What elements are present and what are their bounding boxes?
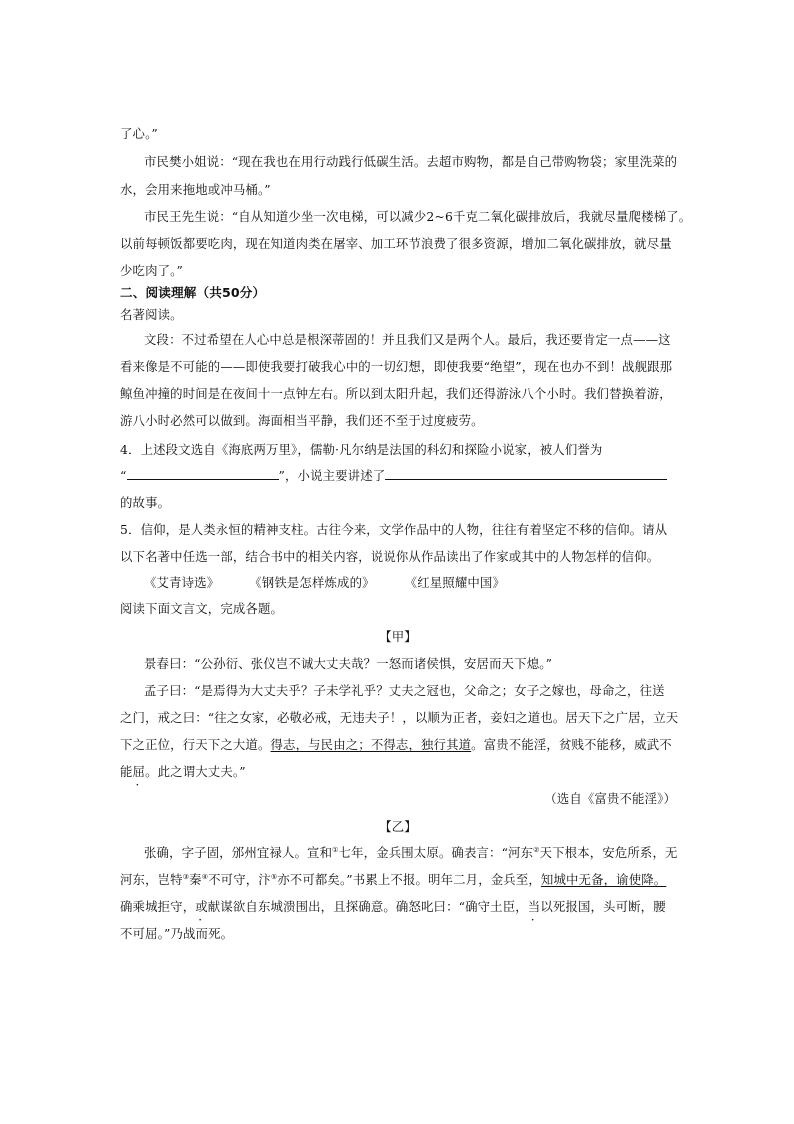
section-heading: 二、阅读理解（共50分） — [120, 285, 266, 300]
dotted-word: 屈。此之谓大丈夫。” · — [133, 764, 246, 779]
text-segment: 下之正位，行天下之大道。 — [120, 737, 271, 752]
text-line: 的故事。 — [120, 495, 171, 510]
text-segment: 七年，金兵围太原。确表言：“河东 — [338, 845, 534, 860]
text-segment: 张确，字子固，邠州宜禄人。宣和 — [144, 845, 333, 860]
text-segment: 确乘城拒守， — [120, 899, 196, 914]
question-5: 5．信仰，是人类永恒的精神支柱。古往今来，文学作品中的人物，往往有着坚定不移的信仰。请从 — [120, 522, 668, 537]
footnote-marker: ② — [533, 845, 540, 854]
book-option: 《红星照耀中国》 — [404, 575, 505, 590]
text-line: 不可屈。”乃战而死。 — [120, 926, 234, 941]
text-segment: 亦不可都矣。”书累上不报。明年二月，金兵至， — [277, 872, 541, 887]
text-line: 孟子曰：“是焉得为大丈夫乎？子未学礼乎？丈夫之冠也，父命之；女子之嫁也，母命之，往送 — [144, 683, 665, 698]
quote-open: “ — [120, 468, 127, 483]
dotted-word: 当 — [527, 899, 541, 914]
passage-label-jia: 【甲】 — [379, 629, 417, 644]
source-citation: （选自《富贵不能淫》） — [544, 791, 676, 806]
underlined-phrase: 得志，与民由之；不得志，独行其道 — [270, 737, 472, 752]
text-line — [120, 870, 676, 890]
text-segment: 。富贵不能淫，贫贱不能移，威武不 — [471, 737, 672, 752]
book-option: 《钢铁是怎样炼成的》 — [249, 575, 375, 590]
text-line: 看来像是不可能的——即使我要打破我心中的一切幻想，即使我要“绝望”，现在也办不到！战舰跟那 — [120, 359, 673, 374]
text-line: 以下名著中任选一部，结合书中的相关内容，说说你从作品读出了作家或其中的人物怎样的信仰。 — [120, 549, 660, 564]
footnote-marker: ③ — [182, 872, 190, 881]
blank-connector: ”，小说主要讲述了 — [278, 468, 386, 483]
text-line: 市民王先生说：“自从知道少坐一次电梯，可以减少2~6千克二氧化碳排放后，我就尽量爬楼梯了。 — [144, 209, 692, 224]
footnote-marker: ① — [332, 845, 339, 854]
text-line — [120, 897, 676, 917]
text-line: 鲸鱼冲撞的时间是在夜间十一点钟左右。所以到太阳升起，我们还得游泳八个小时。我们替换着游， — [120, 386, 672, 401]
text-line: 名著阅读。 — [120, 307, 183, 322]
text-line: 之门，戒之曰：“往之女家，必敬必戒，无违夫子！，以顺为正者，妾妇之道也。居天下之广居，立天 — [120, 710, 679, 725]
text-line: 市民樊小姐说：“现在我也在用行动践行低碳生活。去超市购物，都是自己带购物袋；家里洗菜的 — [144, 154, 678, 169]
text-line — [120, 735, 676, 755]
text-line: 游八小时必然可以做到。海面相当平静，我们还不至于过度疲劳。 — [120, 413, 484, 428]
text-segment: 不可守，汴 — [208, 872, 271, 887]
text-segment: 能 — [120, 764, 133, 779]
answer-blank-1[interactable] — [127, 466, 279, 480]
text-segment: 以死报国，头可断，腰 — [540, 899, 666, 914]
text-line: 水，会用来拖地或冲马桶。” — [120, 182, 271, 197]
text-segment: 秦 — [189, 872, 202, 887]
book-option: 《艾青诗选》 — [144, 575, 220, 590]
text-line: 了心。” — [120, 126, 158, 141]
text-line — [120, 762, 676, 782]
text-segment: 天下根本，安危所系，无 — [539, 845, 678, 860]
passage-label-yi: 【乙】 — [379, 819, 417, 834]
footnote-marker: ④ — [201, 872, 209, 881]
question-4: 4．上述段文选自《海底两万里》，儒勒·凡尔纳是法国的科幻和探险小说家，被人们誉为 — [120, 442, 603, 457]
text-line: 阅读下面文言文，完成各题。 — [120, 601, 284, 616]
text-line: 文段：不过希望在人心中总是根深蒂固的！并且我们又是两个人。最后，我还要肯定一点——这 — [144, 332, 671, 347]
question-4-blanks — [120, 466, 676, 486]
text-line: 少吃肉了。” — [120, 263, 183, 278]
answer-blank-2[interactable] — [385, 466, 667, 480]
book-options — [144, 573, 676, 593]
text-line: 景春曰：“公孙衍、张仪岂不诚大丈夫哉？一怒而诸侯惧，安居而天下熄。” — [144, 656, 553, 671]
text-segment: 献谋欲自东城溃围出，且探确意。确怒叱曰：“确守土臣， — [207, 899, 528, 914]
text-line: 以前每顿饭都要吃肉，现在知道肉类在屠宰、加工环节浪费了很多资源，增加二氧化碳排放，就尽量 — [120, 236, 672, 251]
text-line — [144, 843, 676, 863]
underlined-phrase: 知城中无备，谕使降。 — [540, 872, 667, 887]
footnote-marker: ⑤ — [270, 872, 278, 881]
text-segment: 河东，岂特 — [120, 872, 183, 887]
dotted-word: 或 — [195, 899, 208, 914]
